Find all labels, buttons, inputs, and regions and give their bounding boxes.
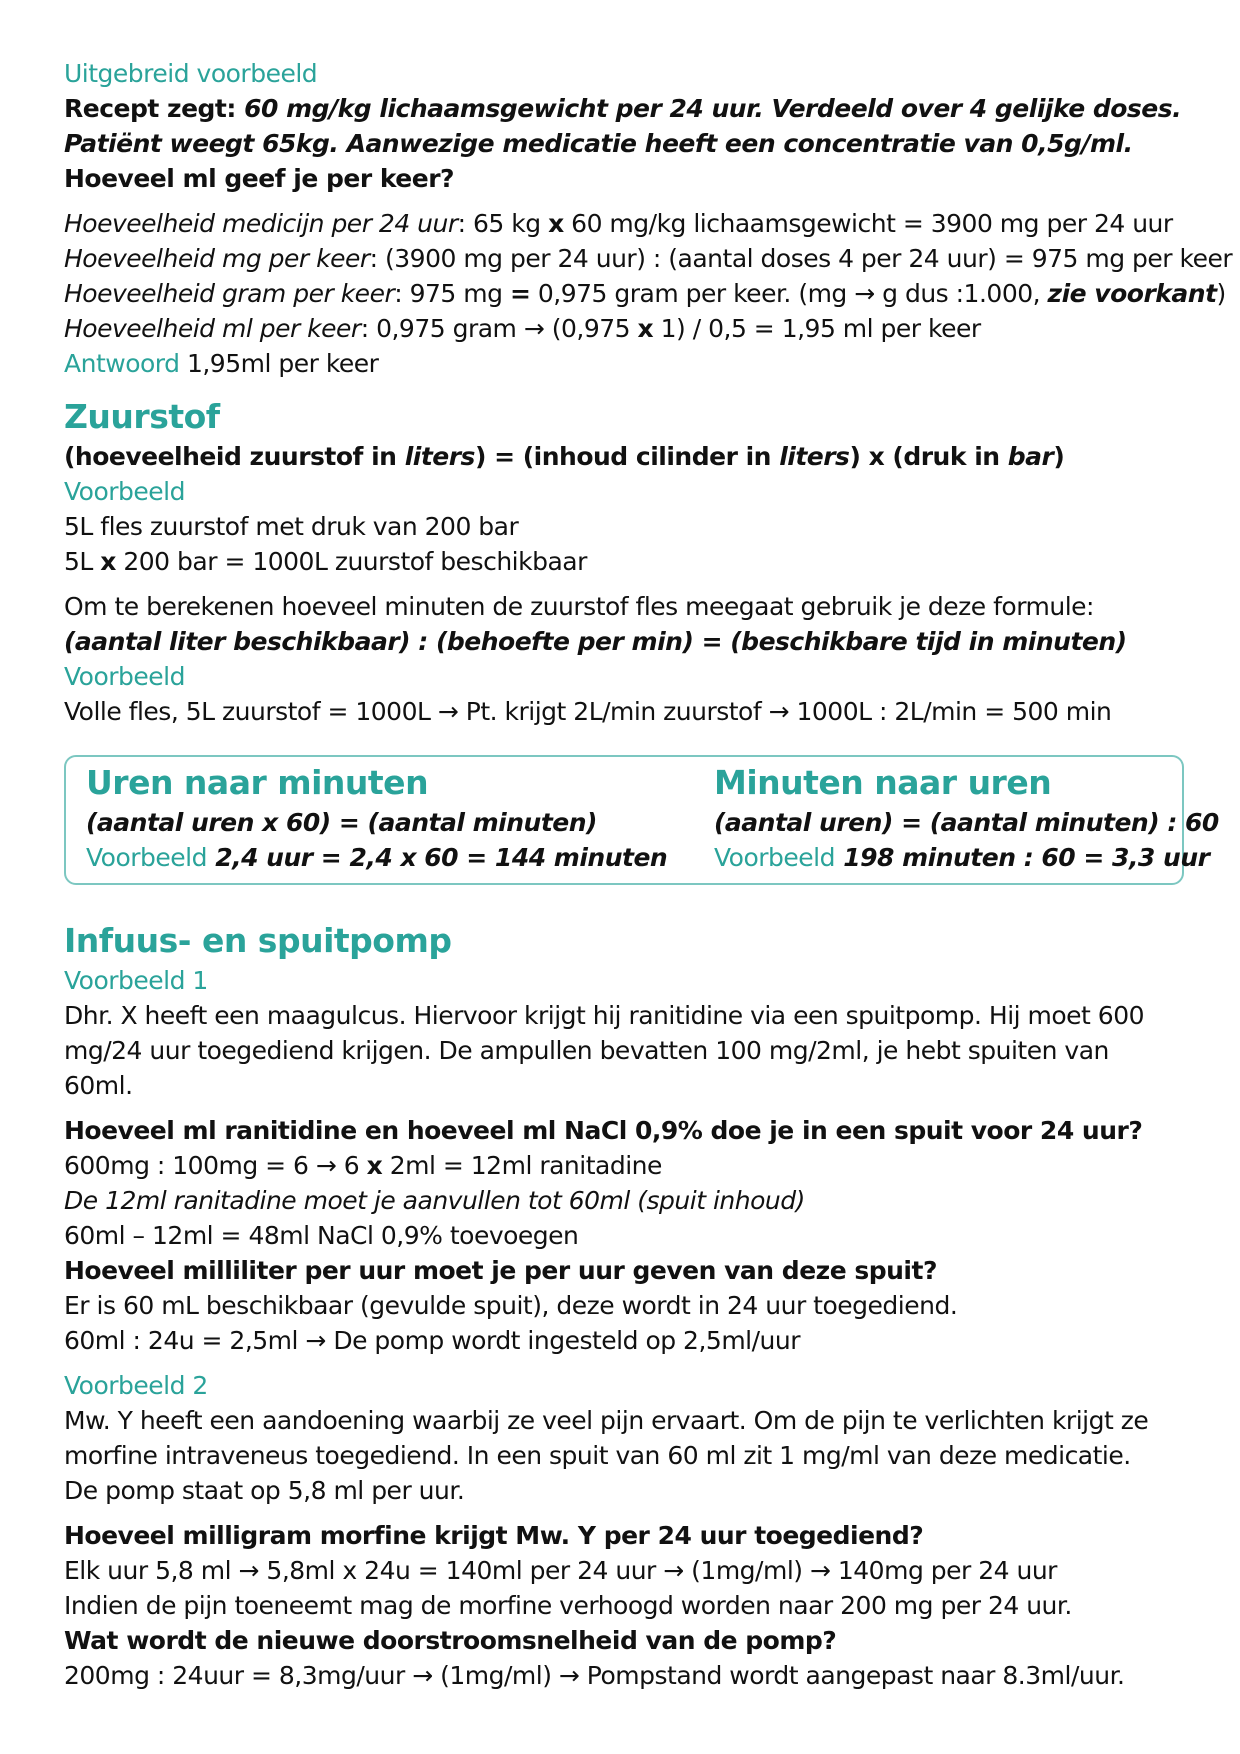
pump-question-3: Hoeveel milligram morfine krijgt Mw. Y per 24 uur toegediend?	[64, 1521, 924, 1550]
calc-line-4	[64, 311, 1184, 346]
example-text: 200 bar = 1000L zuurstof beschikbaar	[115, 547, 587, 576]
example-value: 2,4 uur = 2,4 x 60 = 144 minuten	[206, 843, 668, 872]
pump-example1-text: Dhr. X heeft een maagulcus. Hiervoor krijgt hij ranitidine via een spuitpomp. Hij moet 600 mg/24 uur toegediend krijgen. De ampullen bevatten 100 mg/2ml, je hebt spuiten van 60ml.	[64, 1001, 1145, 1100]
formula-text: )	[1053, 442, 1065, 471]
equals-sign: =	[509, 279, 531, 308]
answer-value: 1,95ml per keer	[179, 349, 379, 378]
pump-answer-1-line-1	[64, 1148, 1184, 1183]
extended-question: Hoeveel ml geef je per keer?	[64, 164, 455, 193]
pump-section	[64, 919, 1184, 1693]
pump-example2-label: Voorbeeld 2	[64, 1371, 208, 1400]
hours-to-minutes	[86, 761, 667, 875]
formula-text: ) = (inhoud cilinder in	[474, 442, 780, 471]
minutes-to-hours-title: Minuten naar uren	[714, 763, 1052, 802]
extended-example-section	[64, 56, 1233, 381]
calc-text: 60 mg/kg lichaamsgewicht = 3900 mg per 24 uur	[563, 209, 1173, 238]
calc-label-1: Hoeveelheid medicijn per 24 uur	[64, 209, 458, 238]
answer-text: 2ml = 12ml ranitadine	[382, 1151, 662, 1180]
oxygen-example-line-1: 5L fles zuurstof met druk van 200 bar	[64, 512, 519, 541]
example-value: 198 minuten : 60 = 3,3 uur	[834, 843, 1210, 872]
pump-answer-3-line-1: Elk uur 5,8 ml → 5,8ml x 24u = 140ml per 24 uur → (1mg/ml) → 140mg per 24 uur	[64, 1556, 1057, 1585]
calc-line-1	[64, 206, 1184, 241]
calc-label-2: Hoeveelheid mg per keer	[64, 244, 370, 273]
calc-text: 1) / 0,5 = 1,95 ml per keer	[653, 314, 981, 343]
calc-text: : 65 kg	[457, 209, 549, 238]
time-conversion-box	[64, 755, 1219, 885]
pump-example2-line-1: Mw. Y heeft een aandoening waarbij ze veel pijn ervaart. Om de pijn te verlichten krijgt ze	[64, 1406, 1149, 1435]
answer-line	[64, 346, 1184, 381]
calc-text: : 975 mg	[394, 279, 510, 308]
pump-answer-2-line-1: Er is 60 mL beschikbaar (gevulde spuit), deze wordt in 24 uur toegediend.	[64, 1291, 958, 1320]
prescription-lead: Recept zegt:	[64, 94, 236, 123]
pump-title: Infuus- en spuitpomp	[64, 921, 452, 960]
oxygen-minutes-formula: (aantal liter beschikbaar) : (behoefte per min) = (beschikbare tijd in minuten)	[64, 627, 1127, 656]
pump-question-4: Wat wordt de nieuwe doorstroomsnelheid van de pomp?	[64, 1626, 837, 1655]
oxygen-formula	[64, 439, 1184, 474]
calc-text: )	[1216, 279, 1226, 308]
calc-line-2	[64, 241, 1233, 276]
example-label: Voorbeeld	[86, 843, 207, 872]
see-front-note: zie voorkant	[1047, 279, 1217, 308]
times-sign: x	[366, 1151, 383, 1180]
calc-line-3	[64, 276, 1226, 311]
extended-example-heading: Uitgebreid voorbeeld	[64, 59, 318, 88]
oxygen-example2-line: Volle fles, 5L zuurstof = 1000L → Pt. krijgt 2L/min zuurstof → 1000L : 2L/min = 500 min	[64, 697, 1112, 726]
times-sign: x	[100, 547, 116, 576]
formula-unit: bar	[1007, 442, 1054, 471]
minutes-to-hours-formula: (aantal uren) = (aantal minuten) : 60	[714, 808, 1219, 837]
times-sign: x	[637, 314, 654, 343]
prescription-text: 60 mg/kg lichaamsgewicht per 24 uur. Verdeeld over 4 gelijke doses.	[244, 94, 1182, 123]
answer-text: 600mg : 100mg = 6 → 6	[64, 1151, 367, 1180]
calc-text: 0,975 gram per keer. (mg → g dus :1.000,	[530, 279, 1048, 308]
oxygen-title: Zuurstof	[64, 397, 220, 436]
pump-example2-line-3: De pomp staat op 5,8 ml per uur.	[64, 1476, 465, 1505]
calc-text: : (3900 mg per 24 uur) : (aantal doses 4 per 24 uur) = 975 mg per keer	[369, 244, 1233, 273]
oxygen-section	[64, 395, 1184, 729]
oxygen-example2-label: Voorbeeld	[64, 662, 185, 691]
pump-example1-label: Voorbeeld 1	[64, 966, 208, 995]
minutes-to-hours-example	[714, 840, 1219, 875]
pump-answer-1-line-2: De 12ml ranitadine moet je aanvullen tot 60ml (spuit inhoud)	[64, 1186, 805, 1215]
example-text: 5L	[64, 547, 101, 576]
pump-example2-line-2: morfine intraveneus toegediend. In een spuit van 60 ml zit 1 mg/ml van deze medicatie.	[64, 1441, 1131, 1470]
example-label: Voorbeeld	[714, 843, 835, 872]
calc-label-4: Hoeveelheid ml per keer	[64, 314, 361, 343]
oxygen-example-line-2	[64, 544, 1184, 579]
pump-answer-1-line-3: 60ml – 12ml = 48ml NaCl 0,9% toevoegen	[64, 1221, 579, 1250]
pump-answer-3-line-2: Indien de pijn toeneemt mag de morfine verhoogd worden naar 200 mg per 24 uur.	[64, 1591, 1072, 1620]
patient-line: Patiënt weegt 65kg. Aanwezige medicatie heeft een concentratie van 0,5g/ml.	[64, 129, 1133, 158]
minutes-to-hours	[714, 761, 1219, 875]
oxygen-example-label: Voorbeeld	[64, 477, 185, 506]
prescription-line	[64, 91, 1184, 126]
hours-to-minutes-title: Uren naar minuten	[86, 763, 429, 802]
pump-answer-2-line-2: 60ml : 24u = 2,5ml → De pomp wordt ingesteld op 2,5ml/uur	[64, 1326, 801, 1355]
formula-text: ) x (druk in	[849, 442, 1008, 471]
formula-unit: liters	[779, 442, 850, 471]
pump-question-2: Hoeveel milliliter per uur moet je per uur geven van deze spuit?	[64, 1256, 937, 1285]
page	[64, 56, 1233, 1693]
calc-label-3: Hoeveelheid gram per keer	[64, 279, 395, 308]
pump-answer-4-line-1: 200mg : 24uur = 8,3mg/uur → (1mg/ml) → Pompstand wordt aangepast naar 8.3ml/uur.	[64, 1661, 1125, 1690]
times-sign: x	[548, 209, 564, 238]
answer-label: Antwoord	[64, 349, 180, 378]
oxygen-minutes-intro: Om te berekenen hoeveel minuten de zuurstof fles meegaat gebruik je deze formule:	[64, 592, 1094, 621]
hours-to-minutes-example	[86, 840, 667, 875]
pump-question-1: Hoeveel ml ranitidine en hoeveel ml NaCl 0,9% doe je in een spuit voor 24 uur?	[64, 1116, 1143, 1145]
formula-unit: liters	[404, 442, 475, 471]
calc-text: : 0,975 gram → (0,975	[360, 314, 638, 343]
formula-text: (hoeveelheid zuurstof in	[64, 442, 405, 471]
hours-to-minutes-formula: (aantal uren x 60) = (aantal minuten)	[86, 808, 597, 837]
